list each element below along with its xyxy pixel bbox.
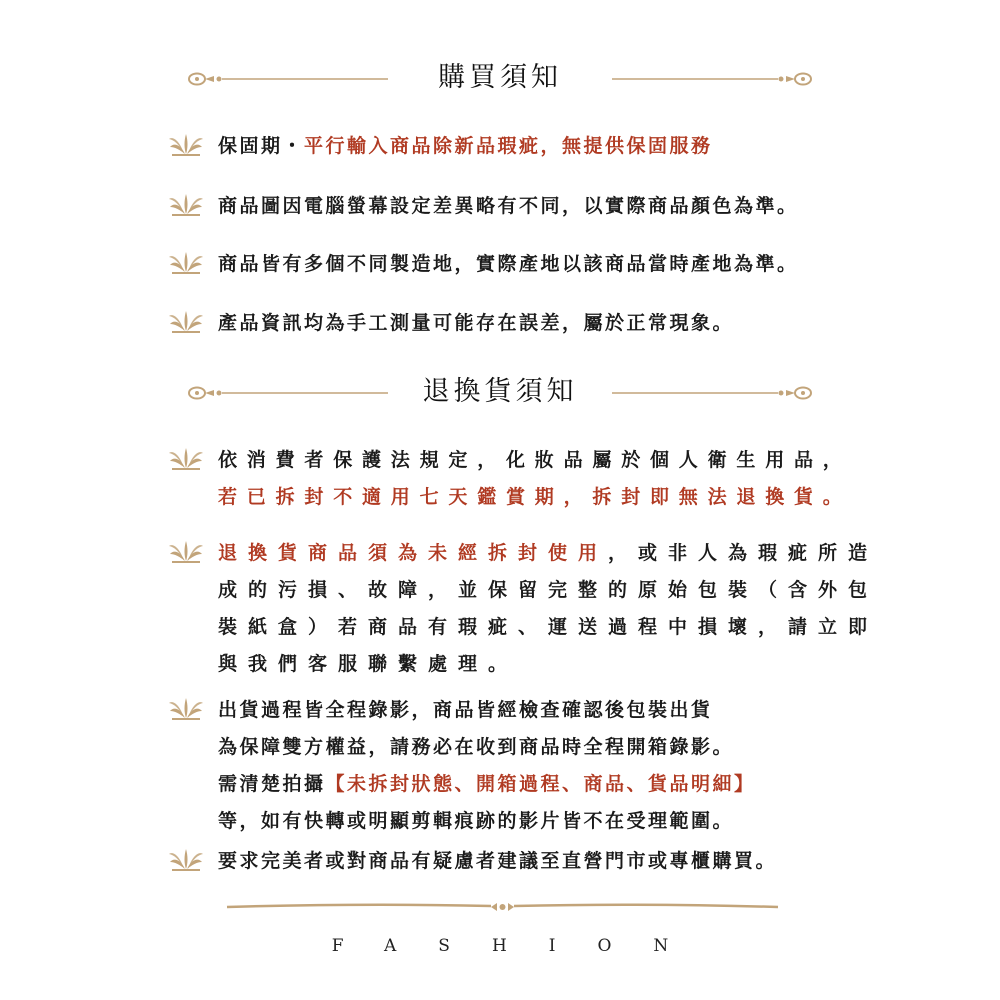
- item-line-red: 若已拆封不適用七天鑑賞期，拆封即無法退換貨。: [218, 486, 852, 508]
- item-line-red: 退換貨商品須為未經拆封使用: [218, 542, 609, 564]
- brand-footer: FASHION: [331, 936, 711, 956]
- lotus-leaf-icon: [168, 248, 204, 274]
- item-line: ，或非人為瑕疵所造: [608, 542, 879, 564]
- section-title: 退換貨須知: [422, 376, 578, 407]
- item-line: 依消費者保護法規定，化妝品屬於個人衛生用品，: [218, 449, 852, 471]
- right-ornament-icon: [612, 384, 812, 402]
- lotus-leaf-icon: [168, 130, 204, 156]
- lotus-leaf-icon: [168, 190, 204, 216]
- item-line-red: 【未拆封狀態、開箱過程、商品、貨品明細】: [325, 773, 756, 795]
- item-line: 需清楚拍攝: [218, 773, 326, 795]
- item-text: 商品皆有多個不同製造地，實際產地以該商品當時產地為準。: [218, 253, 799, 275]
- item-text: 產品資訊均為手工測量可能存在誤差，屬於正常現象。: [218, 312, 735, 334]
- lotus-leaf-icon: [168, 694, 204, 720]
- lotus-leaf-icon: [168, 307, 204, 333]
- right-ornament-icon: [612, 70, 812, 88]
- warranty-label: 保固期・: [218, 135, 305, 157]
- section-title: 購買須知: [438, 62, 562, 93]
- item-line: 成的污損、故障，並保留完整的原始包裝（含外包: [218, 579, 879, 601]
- lotus-leaf-icon: [168, 537, 204, 563]
- divider-ornament-icon: [225, 900, 780, 914]
- item-line: 裝紙盒）若商品有瑕疵、運送過程中損壞，請立即: [218, 616, 879, 638]
- item-text: 要求完美者或對商品有疑慮者建議至直營門市或專櫃購買。: [218, 850, 778, 872]
- item-text: 商品圖因電腦螢幕設定差異略有不同，以實際商品顏色為準。: [218, 195, 799, 217]
- lotus-leaf-icon: [168, 444, 204, 470]
- item-line: 等，如有快轉或明顯剪輯痕跡的影片皆不在受理範圍。: [218, 810, 735, 832]
- lotus-leaf-icon: [168, 845, 204, 871]
- warranty-note: 平行輸入商品除新品瑕疵，無提供保固服務: [304, 135, 713, 157]
- item-line: 為保障雙方權益，請務必在收到商品時全程開箱錄影。: [218, 736, 735, 758]
- purchase-notice-header: [0, 58, 1000, 98]
- return-notice-header: [0, 372, 1000, 412]
- item-line: 與我們客服聯繫處理。: [218, 653, 519, 675]
- item-line: 出貨過程皆全程錄影，商品皆經檢查確認後包裝出貨: [218, 699, 713, 721]
